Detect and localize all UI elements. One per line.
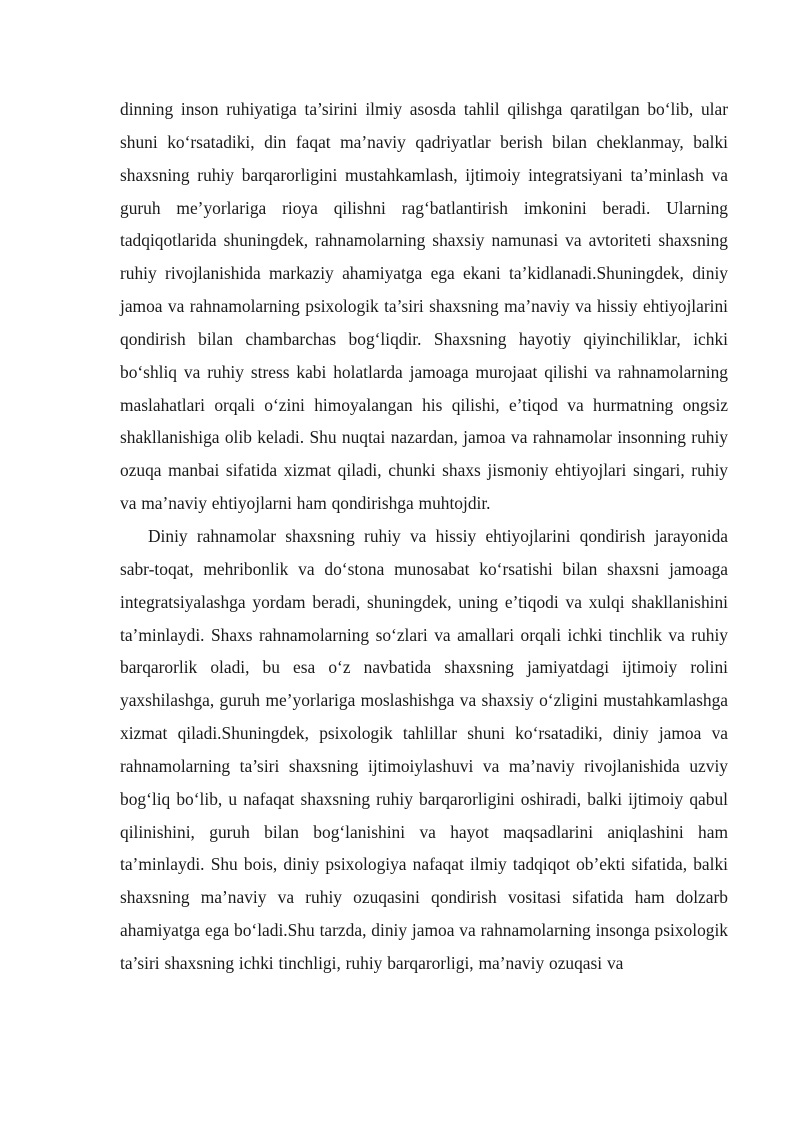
paragraph-1: dinning inson ruhiyatiga ta’sirini ilmiy asosda tahlil qilishga qaratilgan bo‘lib, ular shuni ko‘rsatadiki, din faqat ma’naviy qadriyatlar berish bilan cheklanmay, balki shaxsning ruhiy barqarorligini mustahkamlash, ijtimoiy integratsiyani ta’minlash va guruh me’yorlariga rioya qilishni rag‘batlantirish imkonini beradi. Ularning tadqiqotlarida shuningdek, rahnamolarning shaxsiy namunasi va avtoriteti shaxsning ruhiy rivojlanishida markaziy ahamiyatga ega ekani ta’kidlanadi.Shuningdek, diniy jamoa va rahnamolarning psixologik ta’siri shaxsning ma’naviy va hissiy ehtiyojlarini qondirish bilan chambarchas bog‘liqdir. Shaxsning hayotiy qiyinchiliklar, ichki bo‘shliq va ruhiy stress kabi holatlarda jamoaga murojaat qilishi va rahnamolarning maslahatlari orqali o‘zini himoyalangan his qilishi, e’tiqod va hurmatning ongsiz shakllanishiga olib keladi. Shu nuqtai nazardan, jamoa va rahnamolar insonning ruhiy ozuqa manbai sifatida xizmat qiladi, chunki shaxs jismoniy ehtiyojlari singari, ruhiy va ma’naviy ehtiyojlarni ham qondirishga muhtojdir. <box>120 99 728 514</box>
paragraph-2: Diniy rahnamolar shaxsning ruhiy va hissiy ehtiyojlarini qondirish jarayonida sabr-toqat, mehribonlik va do‘stona munosabat ko‘rsatishi bilan shaxsni jamoaga integratsiyalashga yordam beradi, shuningdek, uning e’tiqodi va xulqi shakllanishini ta’minlaydi. Shaxs rahnamolarning so‘zlari va amallari orqali ichki tinchlik va ruhiy barqarorlik oladi, bu esa o‘z navbatida shaxsning jamiyatdagi ijtimoiy rolini yaxshilashga, guruh me’yorlariga moslashishga va shaxsiy o‘zligini mustahkamlashga xizmat qiladi.Shuningdek, psixologik tahlillar shuni ko‘rsatadiki, diniy jamoa va rahnamolarning ta’siri shaxsning ijtimoiylashuvi va ma’naviy rivojlanishida uzviy bog‘liq bo‘lib, u nafaqat shaxsning ruhiy barqarorligini oshiradi, balki ijtimoiy qabul qilinishini, guruh bilan bog‘lanishini va hayot maqsadlarini aniqlashini ham ta’minlaydi. Shu bois, diniy psixologiya nafaqat ilmiy tadqiqot ob’ekti sifatida, balki shaxsning ma’naviy va ruhiy ozuqasini qondirish vositasi sifatida ham dolzarb ahamiyatga ega bo‘ladi.Shu tarzda, diniy jamoa va rahnamolarning insonga psixologik ta’siri shaxsning ichki tinchligi, ruhiy barqarorligi, ma’naviy ozuqasi va <box>120 525 728 973</box>
body-text <box>120 93 728 980</box>
